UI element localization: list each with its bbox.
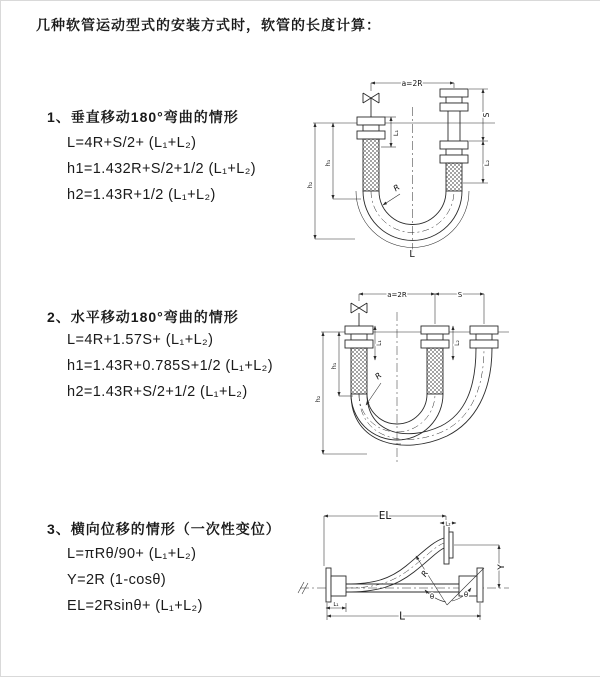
right-pipe-assembly (440, 89, 468, 191)
section-3-formula-Y: Y=2R (1-cosθ) (67, 572, 167, 588)
braided-hose (446, 163, 462, 191)
valve-icon (363, 93, 379, 117)
dim-s (435, 291, 484, 324)
dim-s (469, 89, 491, 141)
dim-label-r: R (373, 370, 384, 382)
braided-hose (363, 139, 379, 191)
section-1-formula-h1: h1=1.432R+S/2+1/2 (L₁+L₂) (67, 161, 257, 177)
section-2-formula-h1: h1=1.43R+0.785S+1/2 (L₁+L₂) (67, 358, 273, 374)
valve-icon (351, 303, 367, 326)
dim-label-l1: L₁ (392, 129, 400, 137)
dim-label-l2: L₂ (454, 340, 461, 346)
angle-label-theta-left: θ (429, 593, 435, 601)
section-1-heading: 1、垂直移动180°弯曲的情形 (47, 109, 239, 125)
dim-label-el: EL (378, 510, 392, 522)
dim-label-l: L (409, 249, 415, 260)
dim-label-h2: h₂ (314, 395, 322, 403)
section-1-formula-L: L=4R+S/2+ (L₁+L₂) (67, 135, 197, 151)
dim-label-h2: h₂ (306, 181, 314, 189)
dim-el (324, 510, 446, 566)
dim-label-s: S (457, 290, 463, 299)
dim-label-r: R (419, 568, 431, 579)
middle-pipe-assembly (421, 326, 449, 394)
dim-l1 (375, 326, 383, 360)
left-pipe-assembly (357, 117, 385, 191)
radius-callout (383, 183, 401, 205)
dim-label-l2: L₂ (483, 159, 491, 167)
dim-label-s: S (482, 112, 491, 118)
dim-h1 (324, 123, 361, 199)
diagram-lateral-displacement (294, 504, 599, 669)
section-3-heading: 3、横向位移的情形（一次性变位） (47, 521, 281, 537)
dim-label-a2r: a=2R (401, 78, 423, 88)
angle-label-theta-right: θ (463, 591, 469, 599)
radius-callout (366, 371, 383, 405)
braided-hose (427, 348, 443, 394)
right-pipe-assembly (470, 326, 498, 348)
dim-label-l2: L₂ (445, 521, 451, 528)
u-bend-moved (351, 348, 492, 445)
section-2-formula-L: L=4R+1.57S+ (L₁+L₂) (67, 332, 214, 348)
dim-l1 (326, 602, 346, 612)
section-1-formula-h2: h2=1.43R+1/2 (L₁+L₂) (67, 187, 216, 203)
dim-label-l: L (399, 610, 405, 623)
page-title: 几种软管运动型式的安装方式时，软管的长度计算： (36, 17, 381, 33)
dim-label-l1: L₁ (376, 340, 383, 346)
braided-hose (351, 348, 367, 394)
section-3-formula-EL: EL=2Rsinθ+ (L₁+L₂) (67, 598, 203, 614)
diagram-horizontal-180-bend (309, 284, 594, 469)
section-2-heading: 2、水平移动180°弯曲的情形 (47, 309, 239, 325)
dim-label-l1: L₁ (333, 602, 339, 608)
dim-label-h1: h₁ (330, 362, 338, 370)
dim-label-y: Y (497, 564, 507, 570)
dim-label-a2r: a=2R (387, 290, 407, 299)
dim-l (327, 603, 481, 623)
displaced-flange (444, 526, 453, 564)
dim-label-h1: h₁ (324, 159, 332, 167)
right-flange (459, 568, 483, 602)
left-flange (326, 568, 346, 602)
dim-l2 (440, 522, 456, 528)
left-pipe-assembly (345, 326, 373, 394)
section-2-formula-h2: h2=1.43R+S/2+1/2 (L₁+L₂) (67, 384, 248, 400)
diagram-vertical-180-bend (299, 73, 584, 263)
section-3-formula-L: L=πRθ/90+ (L₁+L₂) (67, 546, 197, 562)
dim-l2 (453, 326, 461, 360)
dim-label-r: R (391, 182, 402, 194)
dim-h2 (306, 123, 355, 239)
